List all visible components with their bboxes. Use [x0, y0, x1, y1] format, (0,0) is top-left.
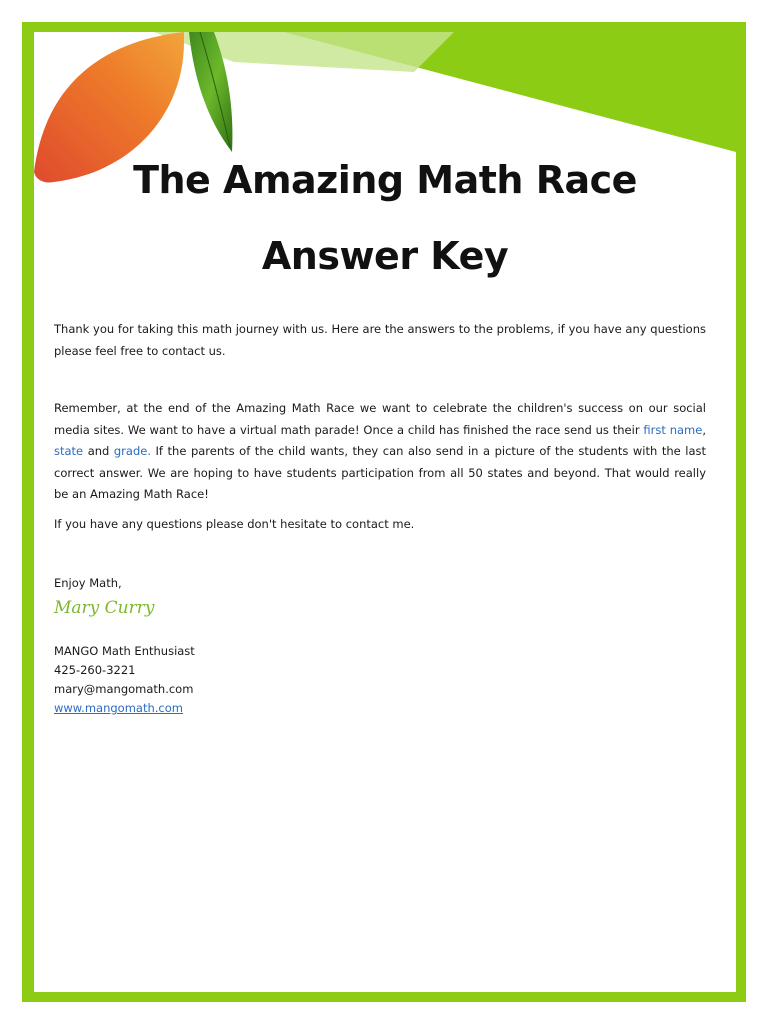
page: [34, 32, 736, 992]
page-title: The Amazing Math Race: [133, 158, 637, 202]
contact-email: mary@mangomath.com: [54, 682, 194, 696]
website-link[interactable]: www.mangomath.com: [54, 701, 183, 715]
remember-paragraph: [54, 398, 706, 506]
remember-text-2: If the parents of the child wants, they can also send in a picture of the students with the last correct answer. We are hoping to have students participation from all 50 states and beyond. That would really be an Amazing Math Race!: [54, 444, 706, 501]
closing-line: Enjoy Math,: [54, 576, 122, 590]
grade-link[interactable]: grade.: [113, 444, 151, 458]
intro-paragraph: Thank you for taking this math journey with us. Here are the answers to the problems, if you have any questions please feel free to contact us.: [54, 322, 706, 358]
remember-text-1: Remember, at the end of the Amazing Math Race we want to celebrate the children's success on our social media sites. We want to have a virtual math parade! Once a child has finished the race send us their: [54, 401, 706, 437]
separator: ,: [702, 422, 706, 437]
signature: Mary Curry: [54, 598, 155, 618]
questions-paragraph: If you have any questions please don't hesitate to contact me.: [54, 517, 415, 531]
contact-block: [54, 642, 195, 718]
contact-phone: 425-260-3221: [54, 663, 136, 677]
first-name-link[interactable]: first name: [643, 422, 703, 437]
contact-role: MANGO Math Enthusiast: [54, 644, 195, 658]
page-subtitle: Answer Key: [261, 234, 509, 278]
mango-header-decoration: [34, 32, 736, 232]
state-link[interactable]: state: [54, 444, 84, 458]
separator: and: [83, 444, 114, 458]
